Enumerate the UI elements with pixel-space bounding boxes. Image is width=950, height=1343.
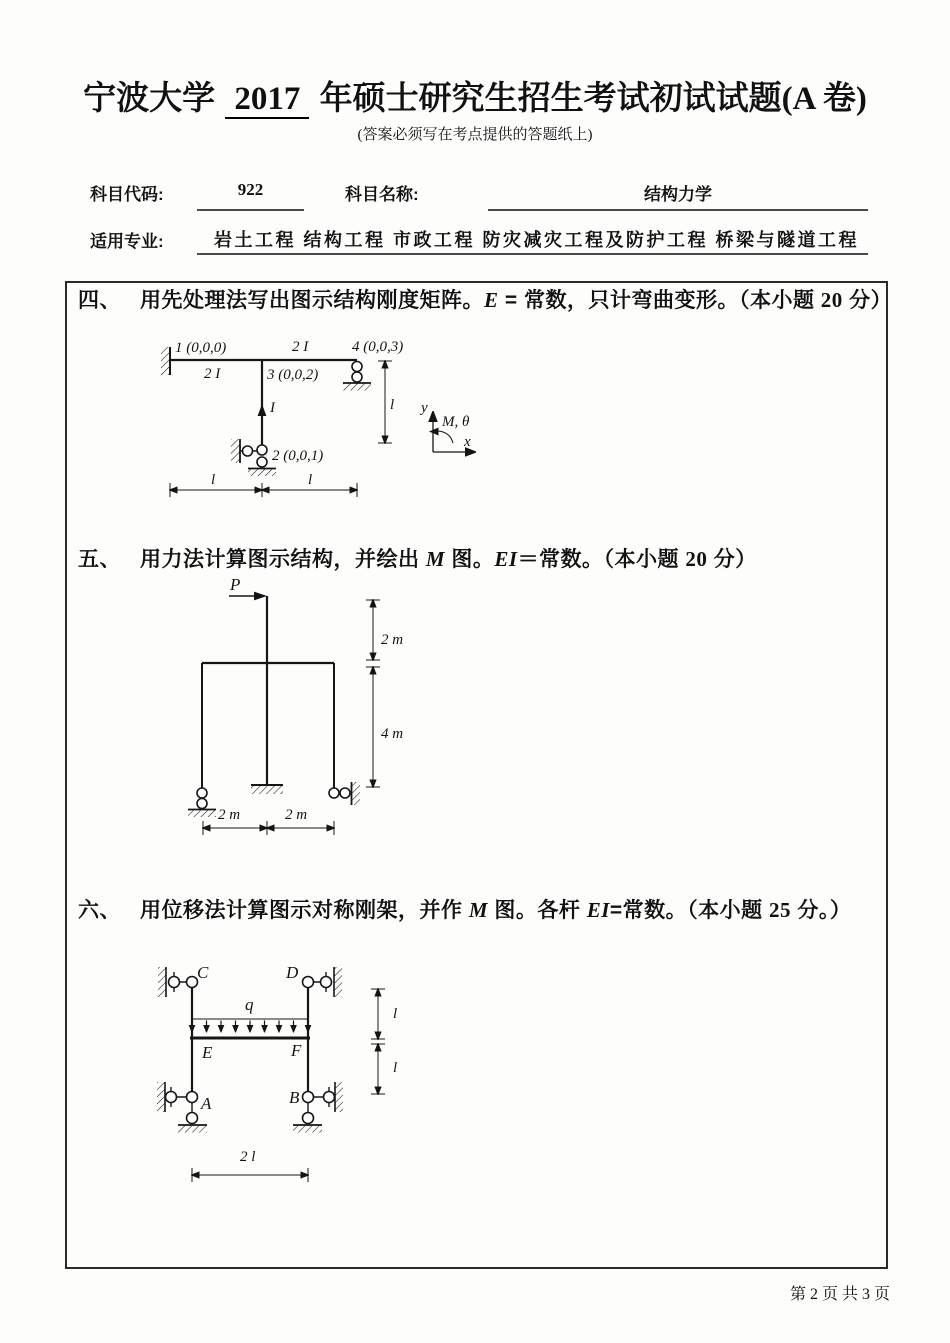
question-4-text [140,284,892,314]
question-5 [78,543,890,573]
q6-text-3: =常数。（本小题 [609,899,769,922]
q5-text-3: ＝常数。（本小题 [517,548,686,571]
subject-name-label: 科目名称: [345,185,419,204]
q5-points: 20 [685,547,708,571]
page-title [0,72,950,119]
q4-structure-diagram [140,332,500,507]
node1-label: 1 (0,0,0) [175,340,227,356]
dim-2l-label: 2 l [240,1149,256,1165]
wall-hatch [161,347,170,375]
q4-points: 20 [820,288,843,312]
question-4 [78,284,893,314]
axis-y-label: y [421,400,428,416]
dim-v-label: l [390,397,395,413]
q5-frame-diagram [185,578,455,846]
subject-name-underline [488,209,868,211]
node-B-label: B [289,1088,300,1107]
title-suffix: 年硕士研究生招生考试初试试题(A 卷) [319,81,867,117]
node-E-label: E [202,1043,213,1062]
q5-text-2: 图。 [445,548,495,571]
q5-text-1: 用力法计算图示结构，并绘出 [140,548,426,571]
subject-code-value: 922 [237,180,264,199]
q5-members [202,596,334,788]
q6-text-1: 用位移法计算图示对称刚架，并作 [140,899,469,922]
node-A-label: A [201,1094,212,1113]
subject-code-label: 科目代码: [90,185,164,204]
moment-theta-label: M, θ [442,414,470,430]
majors-underline [197,253,868,255]
question-4-number: 四、 [78,289,121,312]
dim-l1-label: l [211,472,216,488]
q5-labels [218,578,403,823]
q6-dimensions [192,989,385,1182]
title-prefix: 宁波大学 [83,81,216,117]
q6-math-M: M [468,898,489,922]
axis-x-label: x [464,434,471,450]
dim-l2-label: l [308,472,313,488]
question-6-number: 六、 [78,899,121,922]
q6-points: 25 [769,898,791,922]
q4-members [170,360,357,448]
node-F-label: F [291,1041,302,1060]
question-6 [78,894,890,924]
q4-math-E: E [484,288,499,312]
dim-4m-label: 4 m [381,726,404,742]
node2-label: 2 (0,0,1) [272,448,324,464]
question-5-number: 五、 [78,548,121,571]
node4-label: 4 (0,0,3) [352,339,404,355]
q6-text-4: 分。） [791,899,852,922]
q4-text-2: = 常数，只计弯曲变形。（本小题 [498,289,821,312]
q5-text-4: 分） [707,548,757,571]
q5-center-fixed-support [251,785,283,794]
majors-value: 岩土工程 结构工程 市政工程 防灾减灾工程及防护工程 桥梁与隧道工程 [214,230,860,250]
dim-2m-right-label: 2 m [285,807,308,823]
q4-text-1: 用先处理法写出图示结构刚度矩阵。 [140,289,484,312]
segment-top-label: 2 I [292,339,309,355]
q6-frame-diagram [150,948,420,1188]
q6-math-EI: EI [586,898,610,922]
node-C-label: C [197,963,209,982]
q5-math-M: M [425,547,446,571]
q6-support-A [157,1082,207,1133]
q4-fixed-support [161,347,170,375]
force-P-label: P [230,578,241,594]
subject-code-underline [197,209,304,211]
question-6-text [140,894,851,924]
column-inertia-label: I [270,400,275,416]
question-5-text [140,543,757,573]
dim-l-lower-label: l [393,1060,398,1076]
load-q-label: q [245,995,254,1014]
majors-label: 适用专业: [90,232,164,251]
page-subtitle: (答案必须写在考点提供的答题纸上) [357,127,593,143]
q4-roller-support-node2 [231,439,276,476]
page-footer: 第 2 页 共 3 页 [789,1286,890,1303]
member-arrow-icon [258,404,267,416]
subject-name-value: 结构力学 [644,185,712,204]
q5-left-roller-support [188,788,216,817]
q6-support-B [293,1082,343,1133]
q6-text-2: 图。各杆 [488,899,587,922]
q4-text-3: 分） [842,289,893,312]
node-D-label: D [286,963,299,982]
q6-labels [197,963,397,1165]
segment-left-label: 2 I [204,366,221,382]
dim-l-upper-label: l [393,1006,398,1022]
dim-2m-top-label: 2 m [381,632,404,648]
q5-math-EI: EI [494,547,518,571]
title-year: 2017 [225,81,309,119]
q4-labels [175,339,471,488]
dim-2m-left-label: 2 m [218,807,241,823]
distributed-load-q [192,1019,308,1031]
node3-label: 3 (0,0,2) [267,367,319,383]
q4-roller-support-node4 [343,362,371,391]
